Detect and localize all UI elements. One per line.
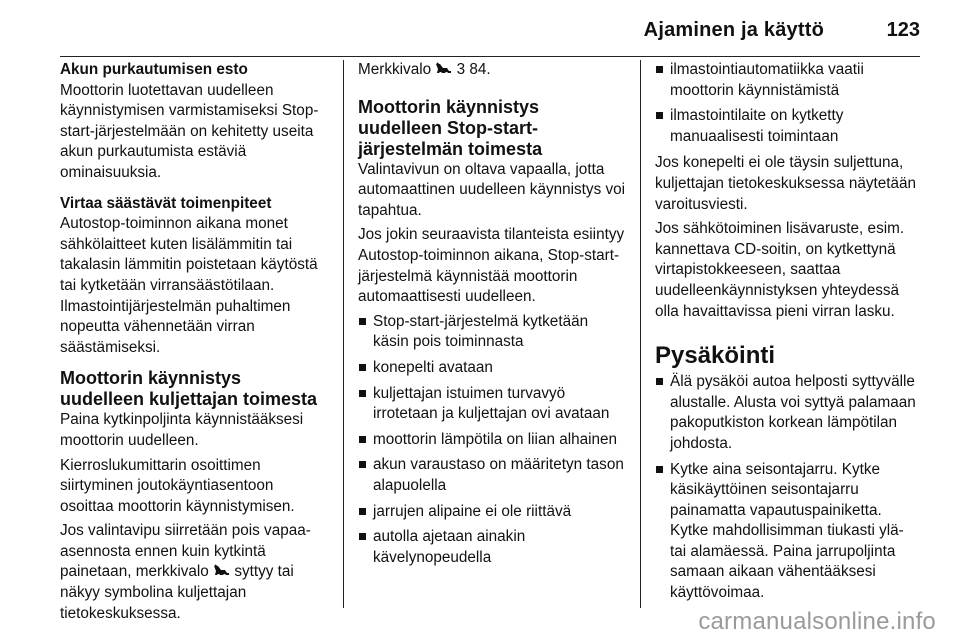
list-item: Stop-start-järjestelmä kytketään käsin pois toiminnasta [358,312,626,353]
driver-restart-p1: Paina kytkinpoljinta käynnistääksesi moottorin uudelleen. [60,411,304,449]
indicator-reference-label: Merkkivalo [358,61,432,78]
system-restart-heading: Moottorin käynnistys uudelleen Stop-start-järjestelmän toimesta [358,96,543,159]
eco-car-indicator-icon [435,62,452,75]
driver-restart-heading: Moottorin käynnistys uudelleen kuljettajan toimesta [60,368,318,410]
list-item: ilmastointiautomatiikka vaatii moottorin käynnistämistä [655,60,921,101]
watermark: carmanualsonline.info [698,608,936,635]
list-item: autolla ajetaan ainakin kävelynopeudella [358,527,626,568]
indicator-reference [358,60,626,81]
parking-list [655,372,921,604]
driver-restart-p2: Kierroslukumittarin osoittimen siirtyminen joutokäyntiasentoon osoittaa moottorin käynnistymisen. [60,456,295,515]
driver-restart-p3 [60,521,330,624]
system-restart-p2: Jos jokin seuraavista tilanteista esiintyy Autostop-toiminnon aikana, Stop-start-järjestelmä käynnistää moottorin automaattisesti uudelleen. [358,226,625,306]
list-item: konepelti avataan [358,358,626,379]
power-saving-title: Virtaa säästävät toimenpiteet [60,194,272,212]
header-rule [60,56,920,57]
driver-restart-p3-b: syttyy tai näkyy symbolina kuljettajan tietokeskuksessa. [60,563,294,622]
list-item: Kytke aina seisontajarru. Kytke käsikäyttöinen seisontajarru painamatta vapautuspainiketta. Kytke mahdollisimman tiukasti ylä- tai alamäessä. Paina jarrupoljinta samaan aikaan vähentääksesi käyttövoimaa. [655,460,921,604]
column-2 [358,60,626,578]
battery-section-title: Akun purkautumisen esto [60,61,248,78]
list-item: akun varaustaso on määritetyn tason alapuolella [358,455,626,496]
header-title: Ajaminen ja käyttö [643,19,824,41]
list-item: moottorin lämpötila on liian alhainen [358,430,626,451]
column-divider-1 [343,60,344,608]
column-3 [655,60,921,614]
system-restart-p1: Valintavivun on oltava vapaalla, jotta automaattinen uudelleen käynnistys voi tapahtua. [358,160,626,219]
parking-heading: Pysäköinti [655,342,776,370]
list-item: jarrujen alipaine ei ole riittävä [358,502,626,523]
list-item: Älä pysäköi autoa helposti syttyvälle alustalle. Alusta voi syttyä palamaan pakoputkiston korkean lämpötilan johdosta. [655,372,921,454]
accessory-voltage-text: Jos sähkötoiminen lisävaruste, esim. kannettava CD-soitin, on kytkettynä virtapistokkeeseen, saattaa uudelleenkäynnistyksen yhteydessä olla havaittavissa pieni virran lasku. [655,220,905,320]
indicator-reference-page: 3 84. [456,61,491,78]
list-item: kuljettajan istuimen turvavyö irrotetaan ja kuljettajan ovi avataan [358,384,626,425]
restart-conditions-list-continued [655,60,921,147]
column-1 [60,60,330,634]
page-number: 123 [886,19,920,41]
hood-warning-text: Jos konepelti ei ole täysin suljettuna, kuljettajan tietokeskuksessa näytetään varoitusviesti. [655,154,917,213]
restart-conditions-list [358,312,626,569]
driver-restart-p3-a: Jos valintavipu siirretään pois vapaa-asennosta ennen kuin kytkintä painetaan, merkkivalo [60,522,311,581]
column-divider-2 [640,60,641,608]
page-header [60,0,920,56]
list-item: ilmastointilaite on kytketty manuaalisesti toimintaan [655,106,921,147]
eco-car-indicator-icon [213,564,230,577]
battery-section-text: Moottorin luotettavan uudelleen käynnistymisen varmistamiseksi Stop-start-järjestelmään on kehitetty useita akun purkautumista estäviä ominaisuuksia. [60,81,319,181]
power-saving-text: Autostop-toiminnon aikana monet sähkölaitteet kuten lisälämmitin tai takalasin lämmitin poistetaan käytöstä tai kytketään virransäästötilaan. Ilmastointijärjestelmän puhaltimen nopeutta vähennetään virran säästämiseksi. [60,215,318,356]
